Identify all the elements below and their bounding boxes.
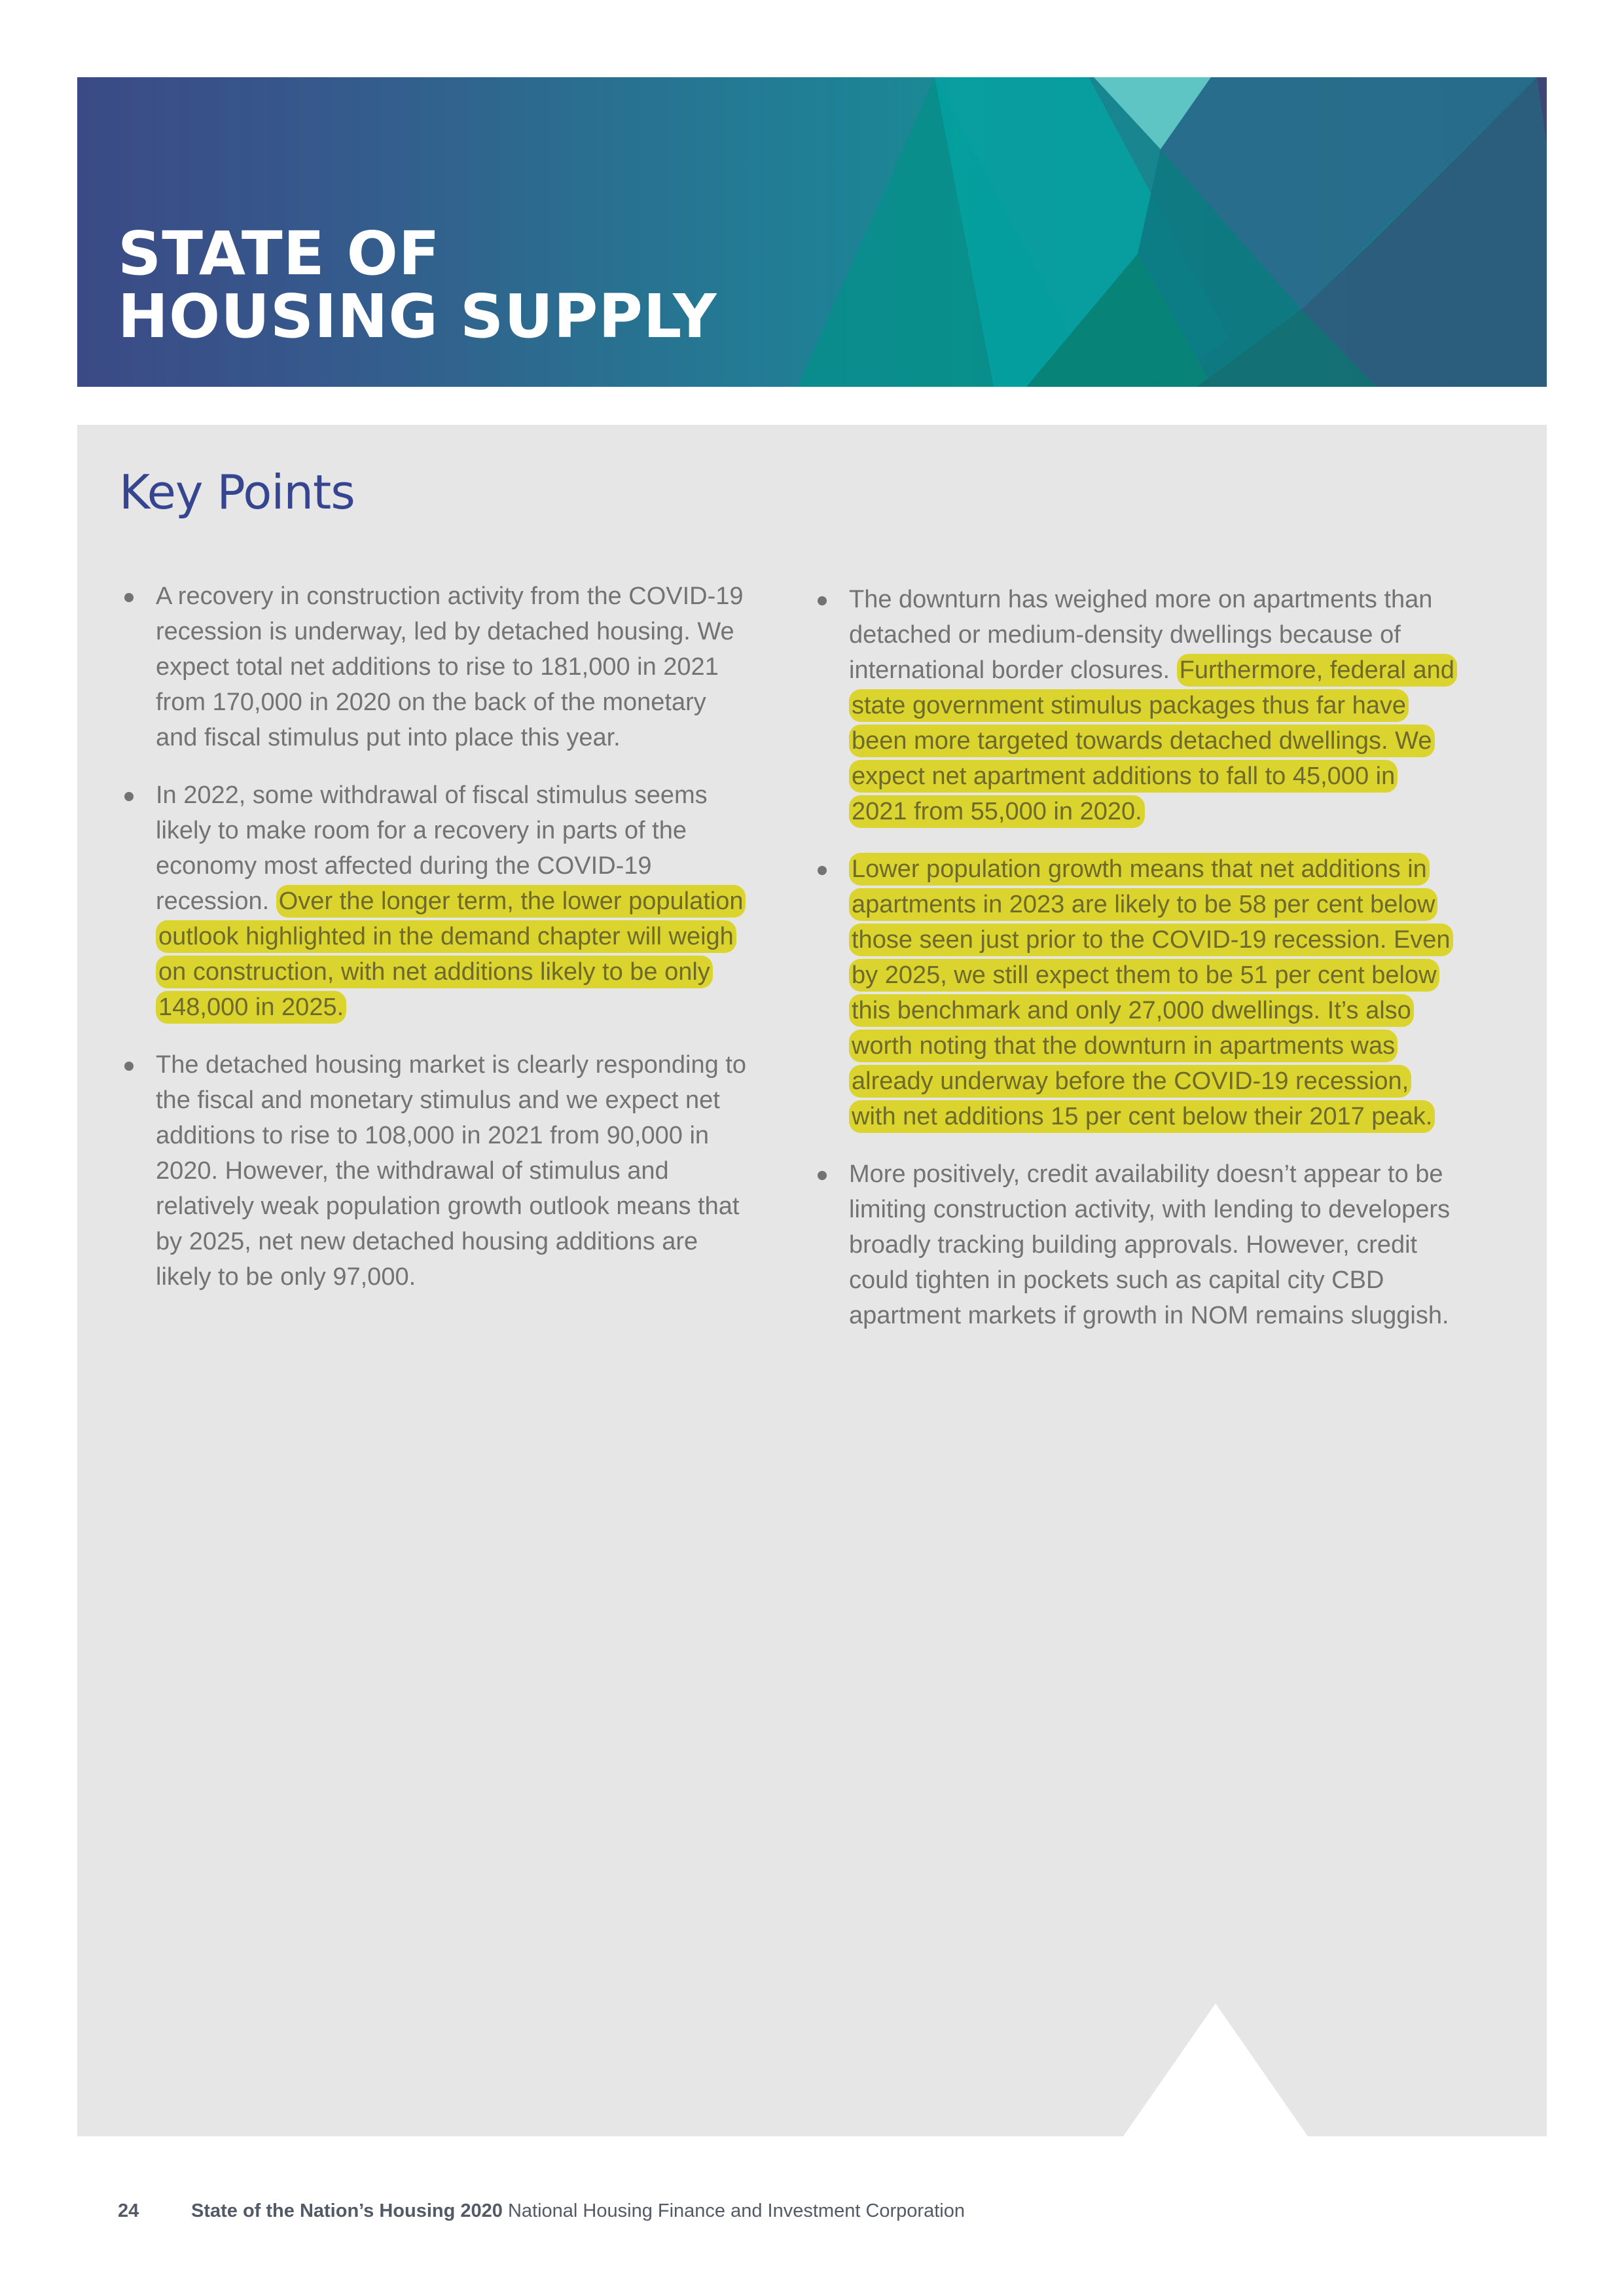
key-point	[123, 1047, 751, 1295]
page-footer	[118, 2200, 965, 2222]
publication-title: State of the Nation’s Housing 2020	[191, 2200, 503, 2221]
section-title: Key Points	[119, 465, 355, 520]
chapter-title-line-1: STATE OF	[118, 219, 441, 289]
chapter-title-line-2: HOUSING SUPPLY	[118, 281, 717, 351]
bullet-icon	[818, 1171, 827, 1180]
key-point	[816, 1157, 1454, 1333]
bullet-icon	[818, 596, 827, 605]
right-column	[816, 582, 1454, 1355]
key-point-text: A recovery in construction activity from the COVID-19 recession is underway, led by detached housing. We expect total net additions to rise to 181,000 in 2021 from 170,000 in 2020 on the back of the monetary and fiscal stimulus put into place this year.	[156, 583, 744, 751]
highlighted-text: Lower population growth means that net additions in apartments in 2023 are likely to be 58 per cent below those seen just prior to the COVID-19 recession. Even by 2025, we still expect them to be 51 per cent below this benchmark and only 27,000 dwellings. It’s also worth noting that the downturn in apartments was already underway before the COVID-19 recession, with net additions 15 per cent below their 2017 peak.	[849, 853, 1453, 1133]
chapter-title	[118, 219, 717, 351]
key-point	[816, 582, 1454, 829]
chapter-banner	[77, 77, 1547, 387]
bullet-icon	[818, 866, 827, 875]
key-point	[816, 852, 1454, 1134]
key-point-text: In 2022, some withdrawal of fiscal stimulus seems likely to make room for a recovery in parts of the economy most affected during the COVID-19 recession.	[156, 781, 708, 915]
organisation-name: National Housing Finance and Investment Corporation	[502, 2200, 965, 2221]
page-number: 24	[118, 2200, 139, 2221]
bullet-icon	[124, 1062, 134, 1071]
bullet-icon	[124, 792, 134, 801]
key-point-text: The downturn has weighed more on apartments than detached or medium-density dwellings because of international border closures.	[849, 586, 1433, 684]
key-points-panel	[77, 425, 1547, 2136]
left-column	[123, 579, 751, 1317]
bullet-icon	[124, 593, 134, 602]
key-point-text: More positively, credit availability doesn’t appear to be limiting construction activity, with lending to developers broadly tracking building approvals. However, credit could tighten in pockets such as capital city CBD apartment markets if growth in NOM remains sluggish.	[849, 1160, 1451, 1329]
highlighted-text: Furthermore, federal and state government stimulus packages thus far have been more targeted towards detached dwellings. We expect net apartment additions to fall to 45,000 in 2021 from 55,000 in 2020.	[849, 654, 1457, 828]
key-point	[123, 579, 751, 755]
key-point	[123, 778, 751, 1025]
highlighted-text: Over the longer term, the lower population outlook highlighted in the demand chapter will weigh on construction, with net additions likely to be only 148,000 in 2025.	[156, 885, 746, 1024]
key-point-text: The detached housing market is clearly responding to the fiscal and monetary stimulus and we expect net additions to rise to 108,000 in 2021 from 90,000 in 2020. However, the withdrawal of stimulus and relatively weak population growth outlook means that by 2025, net new detached housing additions are likely to be only 97,000.	[156, 1051, 746, 1291]
